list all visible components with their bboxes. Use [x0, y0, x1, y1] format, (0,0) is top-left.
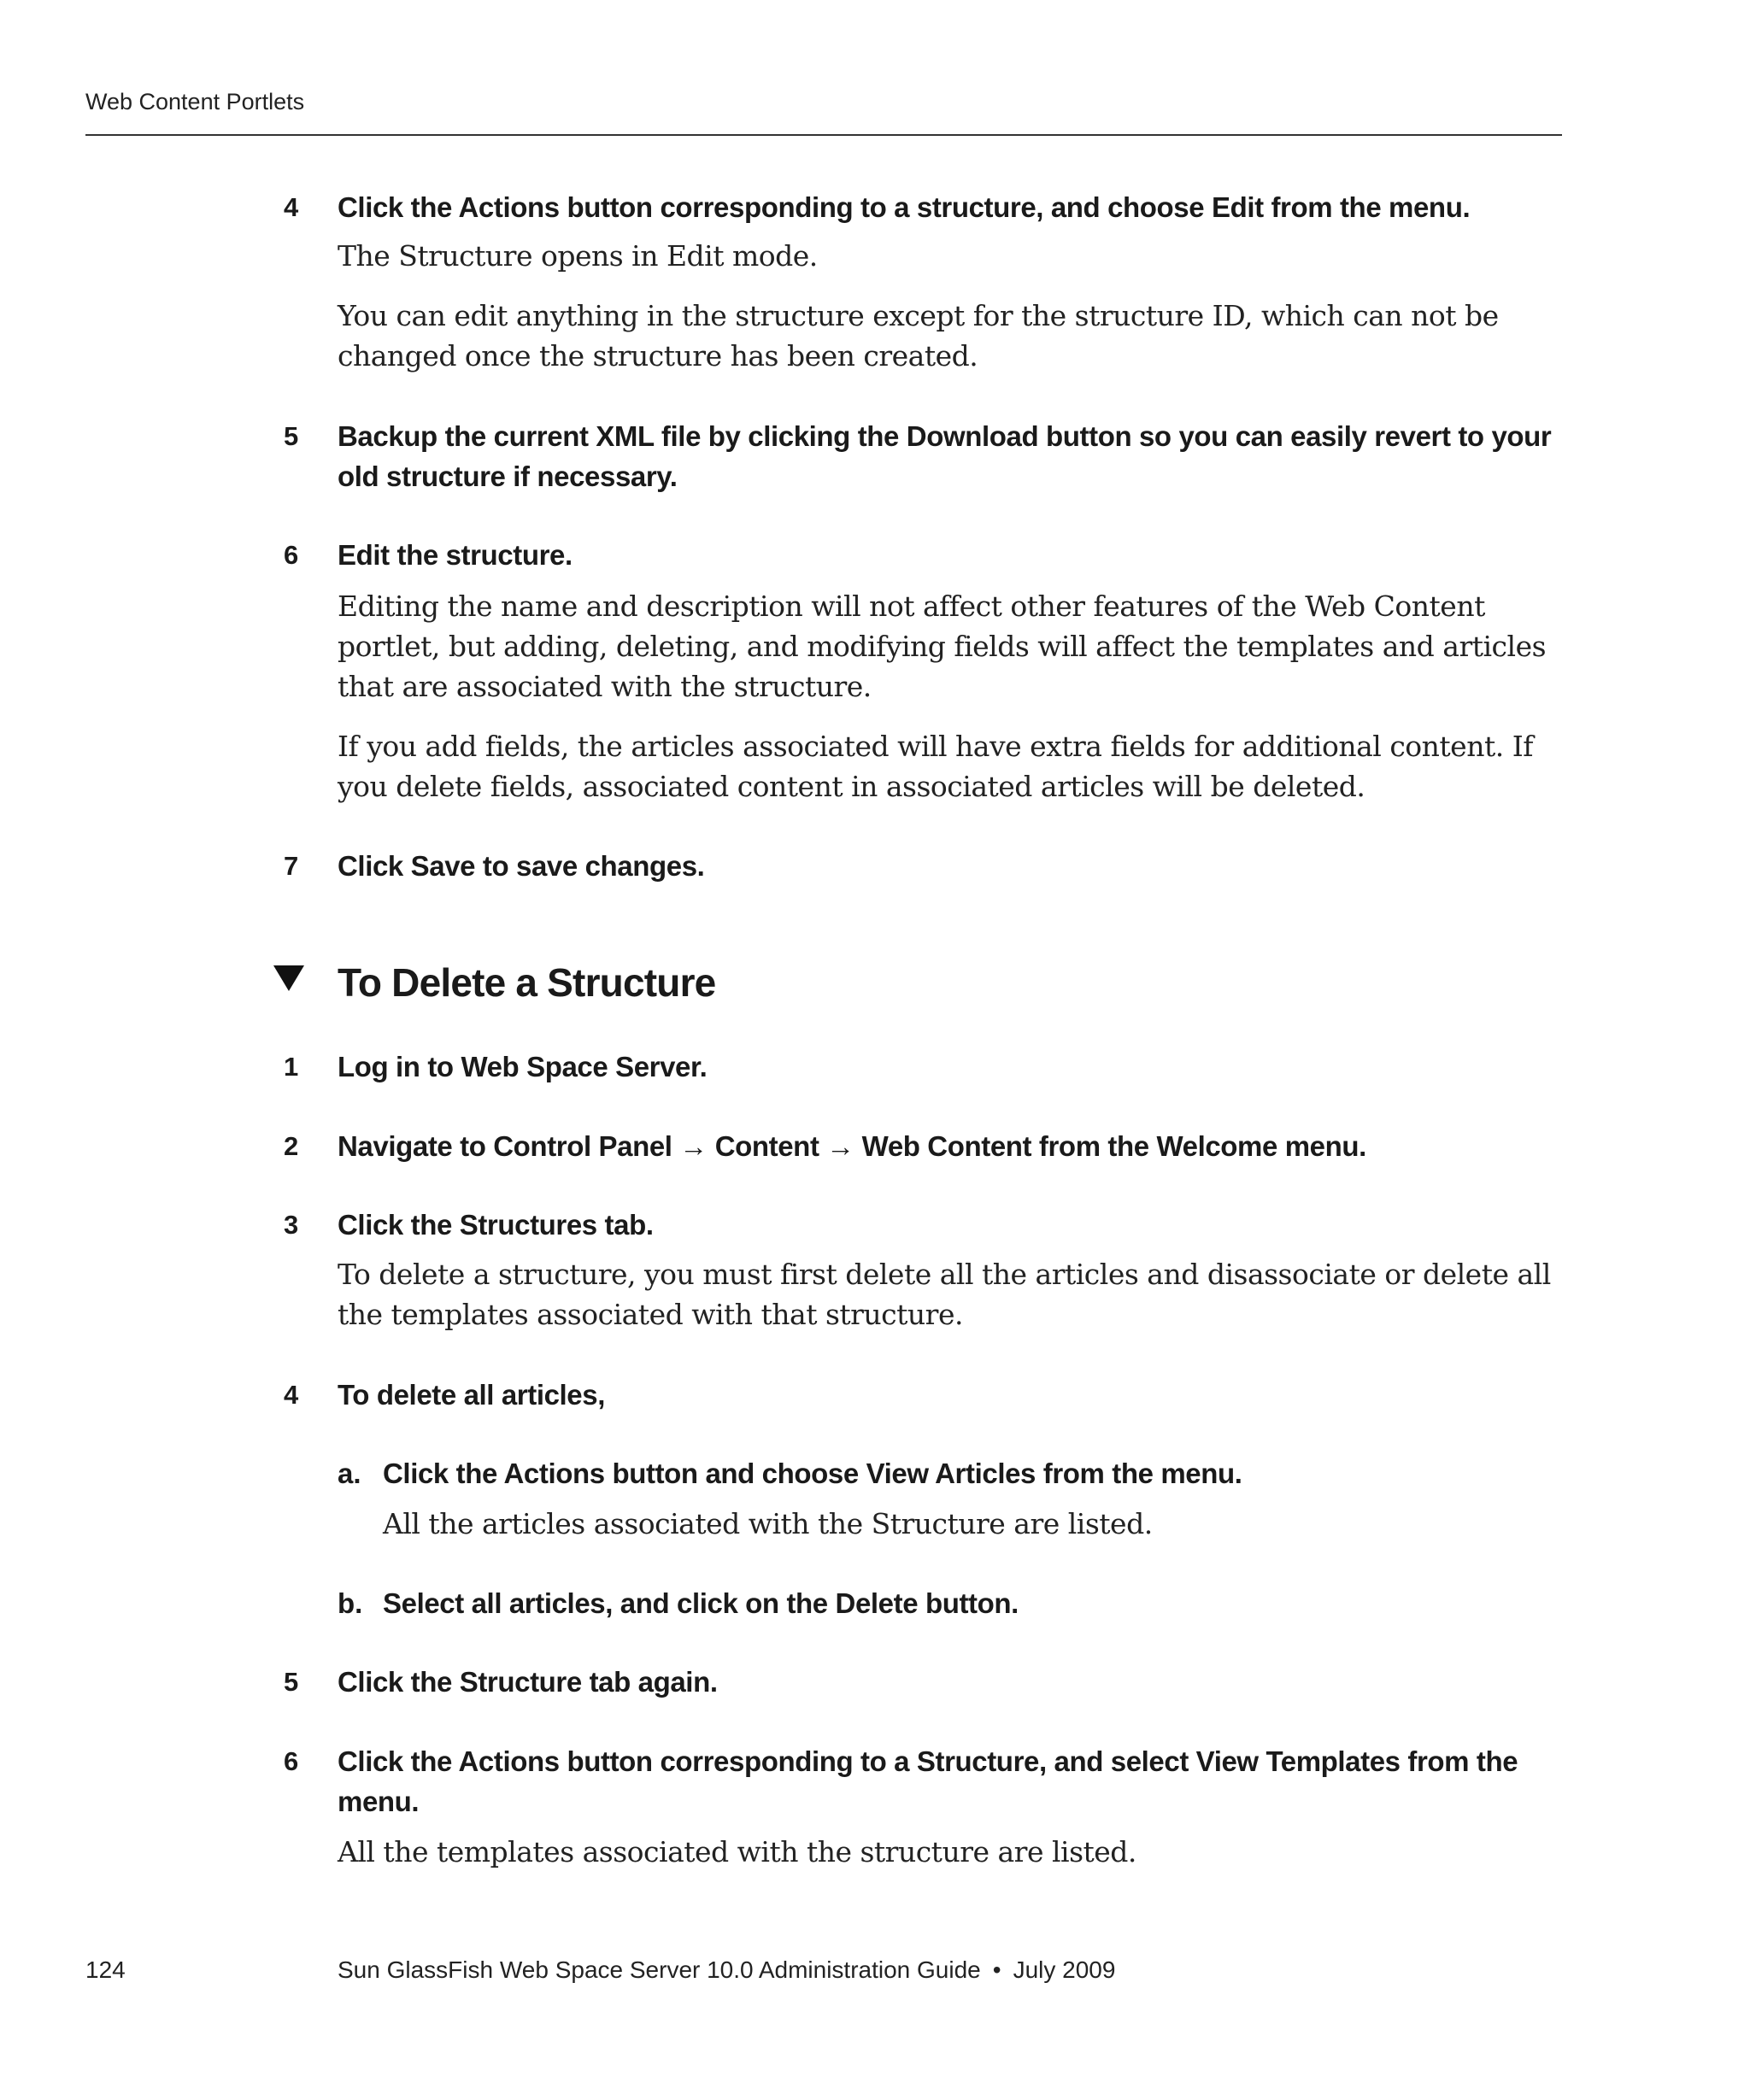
- footer-date: July 2009: [1013, 1956, 1116, 1983]
- step-title: Click Save to save changes.: [338, 850, 705, 882]
- substep-title: Click the Actions button and choose View Articles from the menu.: [383, 1458, 1242, 1489]
- footer-bullet: •: [992, 1956, 1001, 1983]
- step-paragraph: All the templates associated with the structure are listed.: [338, 1835, 1136, 1868]
- footer-book-title: Sun GlassFish Web Space Server 10.0 Administration Guide: [338, 1956, 981, 1983]
- substep-title: Select all articles, and click on the Delete button.: [383, 1587, 1019, 1619]
- running-header: Web Content Portlets: [85, 89, 305, 114]
- step-number: 5: [284, 421, 299, 451]
- step-paragraph: Editing the name and description will not affect other features of the Web Content portlet, but adding, deleting, and modifying fields will affect the templates and articles that are associated with the structure.: [338, 590, 1547, 703]
- step-paragraph: You can edit anything in the structure except for the structure ID, which can not be changed once the structure has been created.: [338, 299, 1499, 372]
- substep-label: a.: [338, 1458, 361, 1489]
- step-title: Log in to Web Space Server.: [338, 1051, 708, 1082]
- step-title: Click the Structures tab.: [338, 1209, 654, 1241]
- step-number: 5: [284, 1667, 299, 1697]
- step-title: To delete all articles,: [338, 1379, 605, 1411]
- step-paragraph: If you add fields, the articles associated will have extra fields for additional content. If you delete fields, associated content in associated articles will be deleted.: [338, 730, 1533, 803]
- step-number: 2: [284, 1131, 299, 1161]
- step-paragraph: To delete a structure, you must first delete all the articles and disassociate or delete all the templates associated with that structure.: [338, 1258, 1551, 1331]
- step-title: Click the Actions button corresponding to a structure, and choose Edit from the menu.: [338, 191, 1471, 223]
- step-title: Backup the current XML file by clicking the Download button so you can easily revert to your old structure if necessary.: [338, 420, 1552, 492]
- substep-paragraph: All the articles associated with the Structure are listed.: [383, 1507, 1153, 1540]
- step-title: Click the Actions button corresponding to a Structure, and select View Templates from the menu.: [338, 1745, 1518, 1817]
- step-number: 7: [284, 851, 299, 881]
- step-number: 4: [284, 192, 299, 222]
- triangle-down-icon: [273, 965, 304, 991]
- step-paragraph: The Structure opens in Edit mode.: [338, 239, 818, 273]
- page-number: 124: [85, 1956, 126, 1983]
- substep-label: b.: [338, 1587, 363, 1619]
- section-heading: To Delete a Structure: [338, 960, 716, 1005]
- step-title: Edit the structure.: [338, 539, 573, 571]
- step-number: 4: [284, 1380, 299, 1410]
- footer-book-info: [338, 1956, 1115, 1984]
- step-title: Click the Structure tab again.: [338, 1666, 718, 1698]
- step-number: 6: [284, 1746, 299, 1776]
- step-number: 3: [284, 1210, 299, 1240]
- step-title: Navigate to Control Panel → Content → Web Content from the Welcome menu.: [338, 1130, 1366, 1162]
- step-number: 1: [284, 1052, 299, 1082]
- step-number: 6: [284, 540, 299, 570]
- header-divider: [85, 134, 1562, 136]
